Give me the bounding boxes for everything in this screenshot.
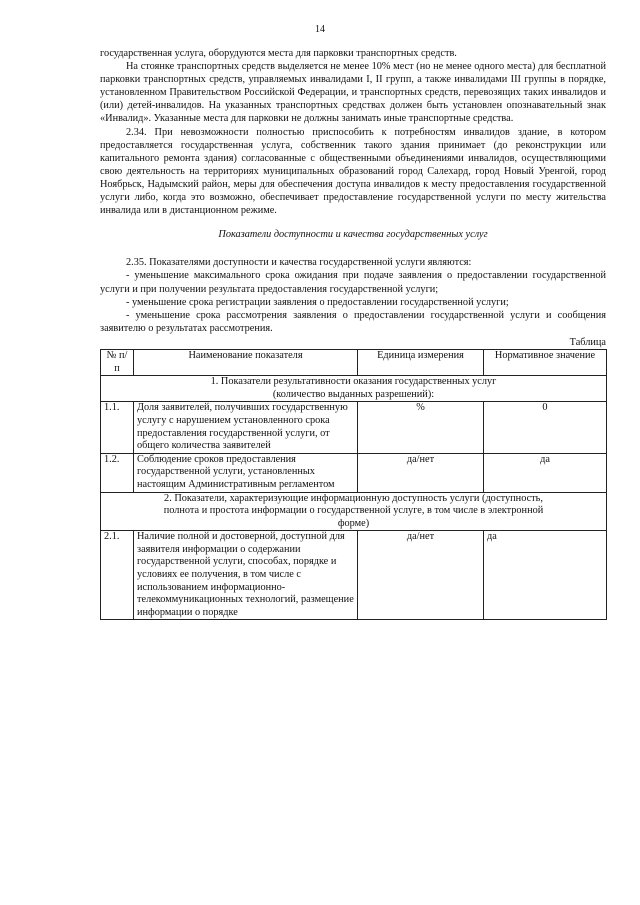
- paragraph-2-35: 2.35. Показателями доступности и качества государственной услуги являются:: [126, 257, 472, 269]
- section-2-title: 2. Показатели, характеризующие информационную доступность услуги (доступность, полнота и простота информации о государственной услуге, в том числе в электронной форме): [101, 492, 607, 531]
- row-unit: %: [358, 402, 484, 453]
- table-row: [101, 453, 607, 492]
- row-name: Соблюдение сроков предоставления государственной услуги, установленных настоящим Административным регламентом: [134, 453, 358, 492]
- header-unit: Единица измерения: [358, 349, 484, 375]
- row-norm: 0: [484, 402, 607, 453]
- bullet-item: - уменьшение срока регистрации заявления о предоставлении государственной услуги;: [126, 296, 509, 308]
- header-norm: Нормативное значение: [484, 349, 607, 375]
- bullet-item: - уменьшение срока рассмотрения заявления о предоставлении государственной услуги и сообщения заявителю о результатах рассмотрения.: [100, 309, 606, 334]
- table-row: [101, 531, 607, 620]
- row-name: Наличие полной и достоверной, доступной для заявителя информации о содержании государственной услуги, способах, порядке и условиях ее получения, в том числе с использованием информационно-телекоммуникационных технологий, размещение информации о порядке: [134, 531, 358, 620]
- section-heading: Показатели доступности и качества государственных услуг: [218, 229, 488, 241]
- table-header-row: [101, 349, 607, 375]
- page-number: 14: [315, 24, 325, 35]
- indicators-table: [100, 349, 607, 620]
- row-num: 1.2.: [101, 453, 134, 492]
- row-name: Доля заявителей, получивших государственную услугу с нарушением установленного срока предоставления государственной услуги, от общего количества заявителей: [134, 402, 358, 453]
- section-1-title: 1. Показатели результативности оказания государственных услуг (количество выданных разрешений):: [101, 376, 607, 402]
- document-body: [100, 47, 606, 620]
- table-row: [101, 402, 607, 453]
- row-unit: да/нет: [358, 531, 484, 620]
- table-section-row: [101, 492, 607, 531]
- paragraph-2-34: 2.34. При невозможности полностью приспособить к потребностям инвалидов здание, в котором предоставляется государственная услуга, собственник такого здания принимает (до реконструкции или капитального ремонта здания) согласованные с общественными объединениями инвалидов, осуществляющими свою деятельность на территориях муниципальных образований город Салехард, город Новый Уренгой, город Ноябрьск, Надымский район, меры для обеспечения доступа инвалидов к месту предоставления государственной услуги либо, когда это возможно, обеспечивает предоставление государственной услуги по месту жительства инвалида или в дистанционном режиме.: [100, 126, 606, 217]
- row-unit: да/нет: [358, 453, 484, 492]
- bullet-item: - уменьшение максимального срока ожидания при подаче заявления о предоставлении государственной услуги и при получении результата предоставления государственной услуги;: [100, 270, 606, 295]
- row-norm: да: [484, 531, 607, 620]
- row-norm: да: [484, 453, 607, 492]
- table-section-row: [101, 376, 607, 402]
- table-caption: Таблица: [569, 336, 606, 348]
- row-num: 1.1.: [101, 402, 134, 453]
- header-name: Наименование показателя: [134, 349, 358, 375]
- row-num: 2.1.: [101, 531, 134, 620]
- header-num: № п/п: [101, 349, 134, 375]
- paragraph-parking: На стоянке транспортных средств выделяется не менее 10% мест (но не менее одного места) для бесплатной парковки транспортных средств, управляемых инвалидами I, II групп, а также инвалидами III группы в порядке, установленном Правительством Российской Федерации, и транспортных средств, перевозящих таких инвалидов и (или) детей-инвалидов. На указанных транспортных средствах должен быть установлен опознавательный знак «Инвалид». Указанные места для парковки не должны занимать иные транспортные средства.: [100, 61, 606, 125]
- paragraph-continued: государственная услуга, оборудуются места для парковки транспортных средств.: [100, 48, 457, 59]
